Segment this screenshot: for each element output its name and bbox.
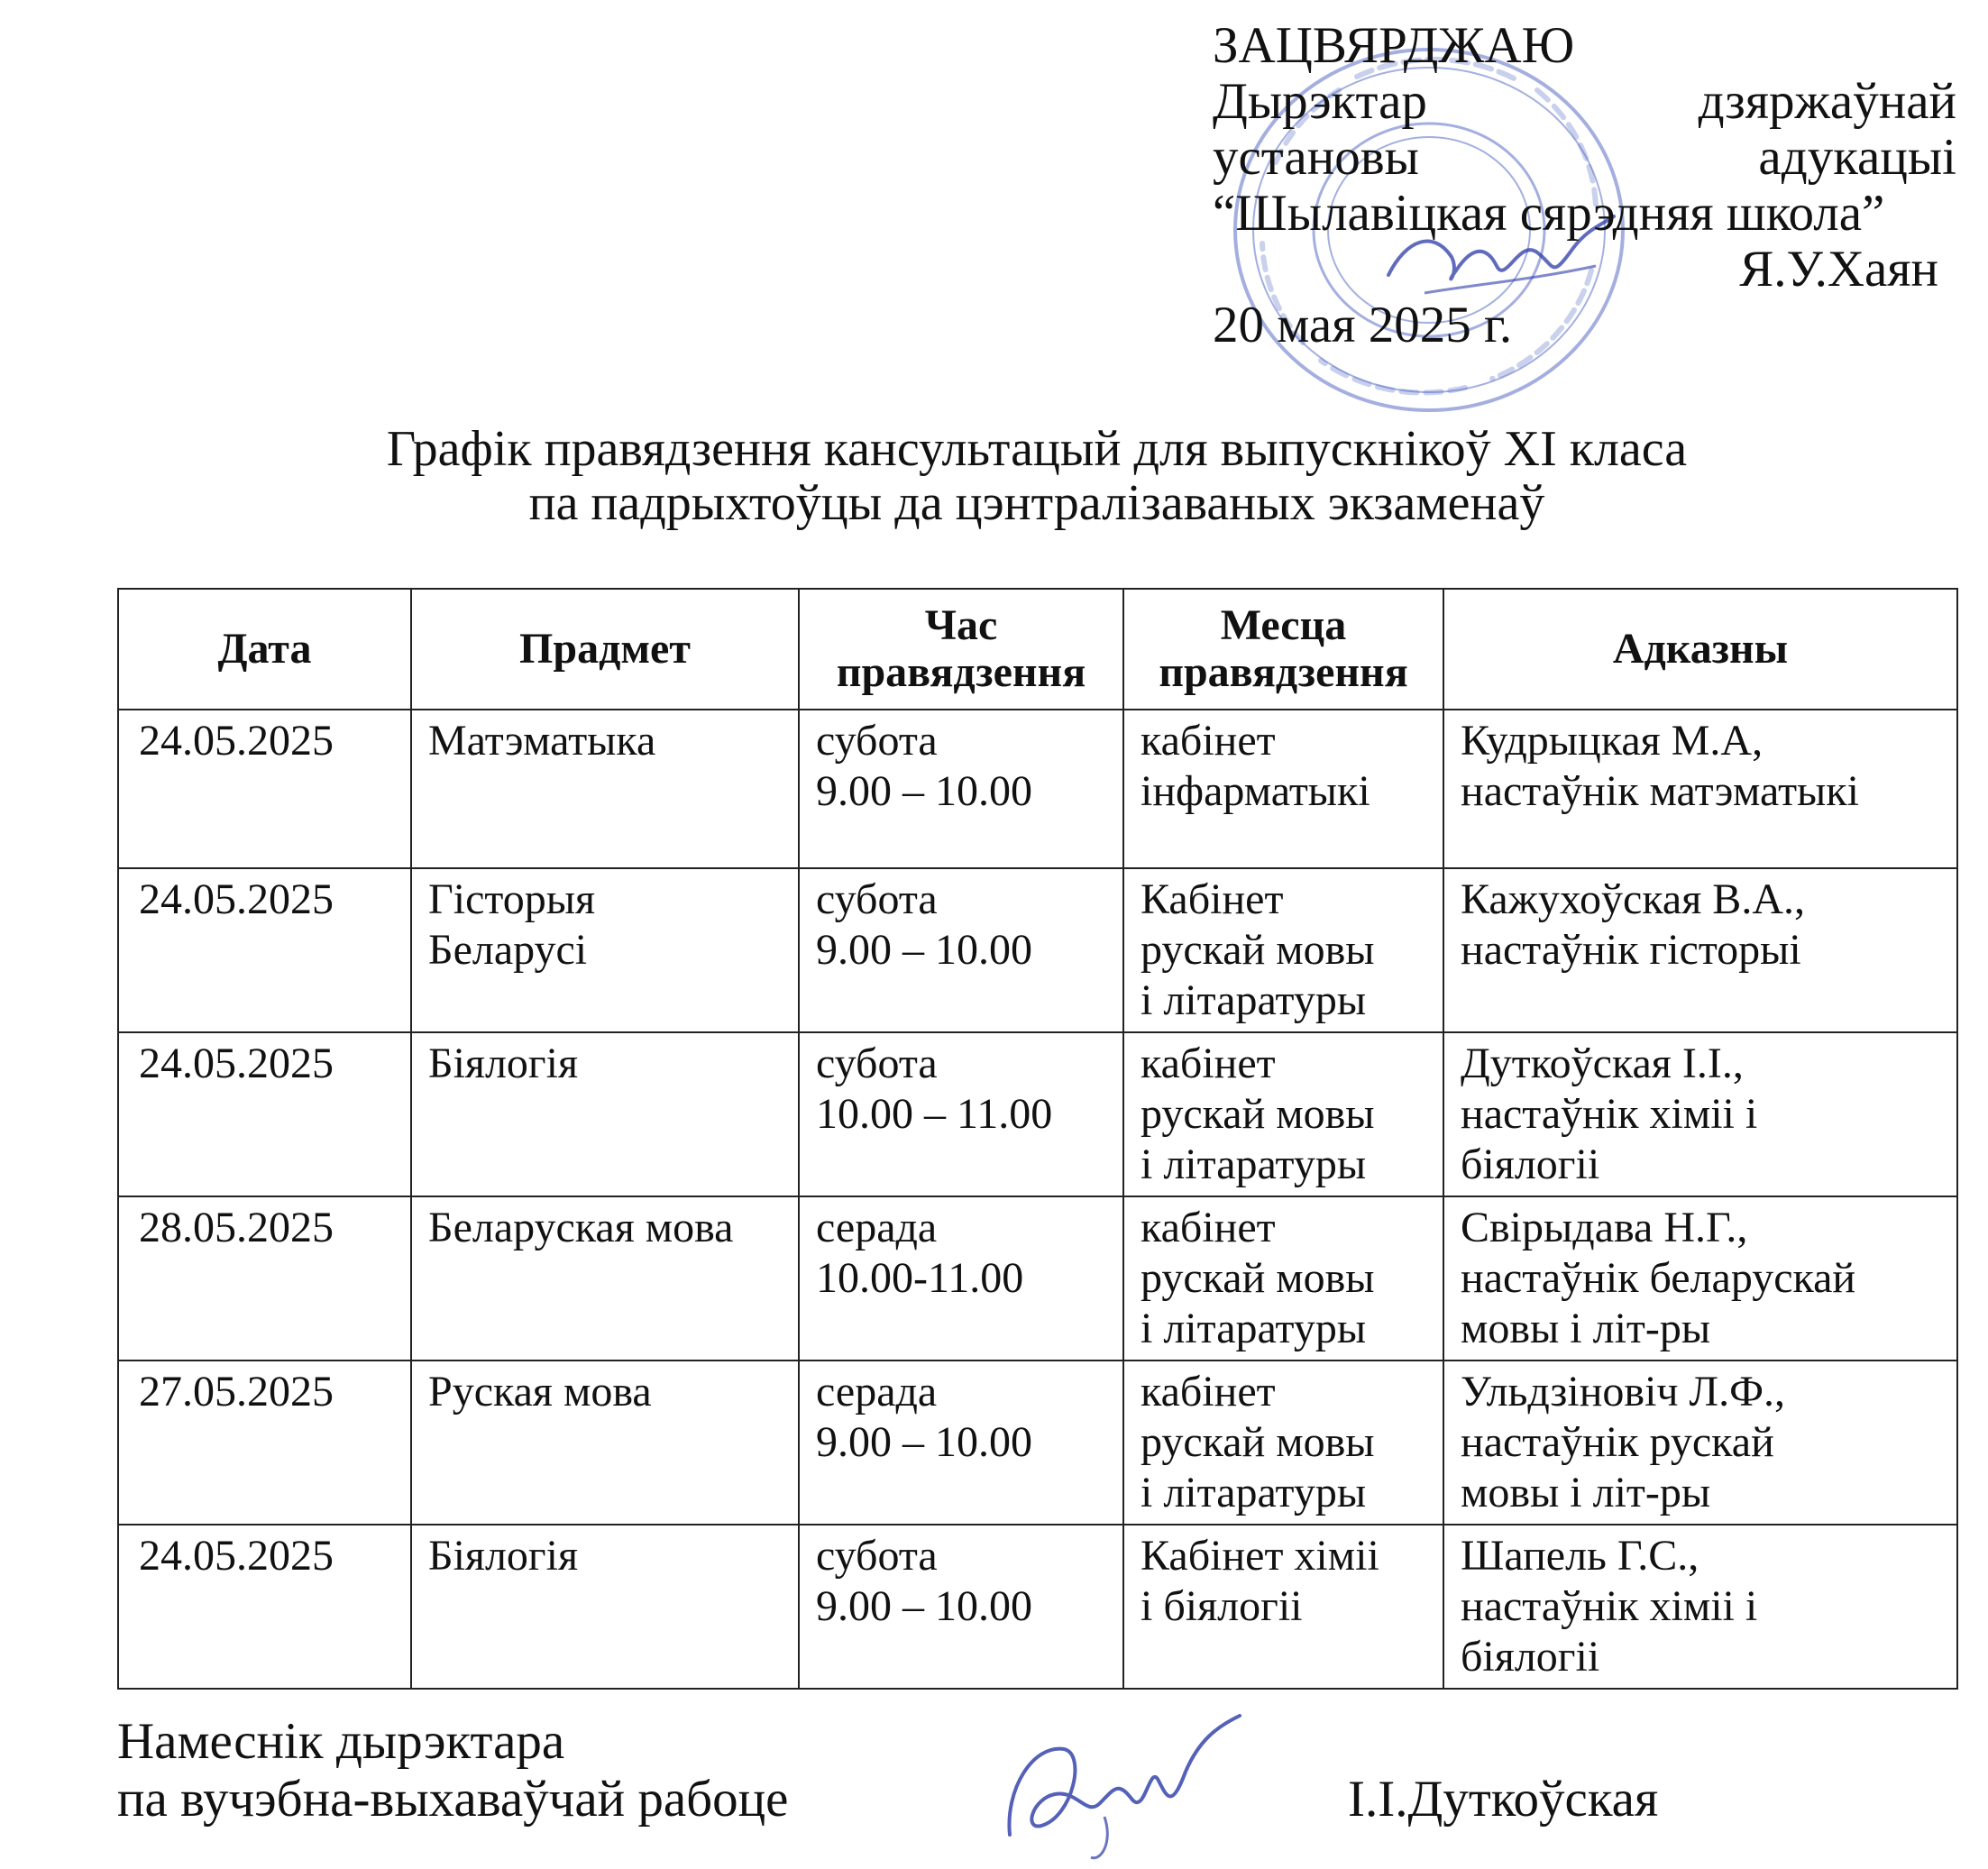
document-title [0,422,1988,530]
approval-institution-label: установы [1213,129,1419,186]
cell-place: Кабінет хіміі і біялогіі [1123,1525,1443,1689]
cell-subject: Руская мова [411,1361,799,1525]
cell-date: 24.05.2025 [118,1032,411,1196]
cell-time: субота 9.00 – 10.00 [799,868,1123,1032]
cell-subject: Біялогія [411,1032,799,1196]
cell-responsible: Кудрыцкая М.А, настаўнік матэматыкі [1443,710,1957,868]
cell-responsible: Шапель Г.С., настаўнік хіміі і біялогіі [1443,1525,1957,1689]
approval-director-label: Дырэктар [1213,73,1427,130]
cell-responsible: Дуткоўская І.І., настаўнік хіміі і біялогіі [1443,1032,1957,1196]
cell-place: Кабінет рускай мовы і літаратуры [1123,868,1443,1032]
cell-subject: Матэматыка [411,710,799,868]
table-row [118,1525,1957,1689]
cell-time: серада 9.00 – 10.00 [799,1361,1123,1525]
approval-heading: ЗАЦВЯРДЖАЮ [1213,17,1575,74]
cell-time: субота 9.00 – 10.00 [799,1525,1123,1689]
cell-subject: Беларуская мова [411,1196,799,1361]
title-line-1: Графік правядзення кансультацый для выпускнікоў XI класа [386,421,1688,477]
cell-time: субота 9.00 – 10.00 [799,710,1123,868]
header-date: Дата [118,589,411,710]
header-subject: Прадмет [411,589,799,710]
table-row [118,1032,1957,1196]
cell-place: кабінет рускай мовы і літаратуры [1123,1032,1443,1196]
title-line-2: па падрыхтоўцы да цэнтралізаваных экзаменаў [528,475,1545,531]
cell-place: кабінет інфарматыкі [1123,710,1443,868]
header-responsible: Адказны [1443,589,1957,710]
approval-line-institution [1213,130,1956,186]
consultation-schedule-table [117,588,1958,1690]
cell-subject: Біялогія [411,1525,799,1689]
cell-date: 27.05.2025 [118,1361,411,1525]
approval-line-director [1213,74,1956,130]
approval-director-name: Я.У.Хаян [1739,241,1938,298]
table-row [118,1361,1957,1525]
cell-subject: Гісторыя Беларусі [411,868,799,1032]
table-row [118,1196,1957,1361]
footer-position-line-1: Намеснік дырэктара [117,1713,565,1770]
footer-position [117,1713,788,1828]
approval-education-label: адукацыі [1758,129,1956,186]
approval-state-label: дзяржаўнай [1698,73,1956,130]
footer-name: І.І.Дуткоўская [1348,1771,1659,1828]
cell-date: 24.05.2025 [118,710,411,868]
cell-date: 24.05.2025 [118,868,411,1032]
approval-school-name: “Шылавіцкая сярэдняя школа” [1213,185,1885,242]
cell-time: субота 10.00 – 11.00 [799,1032,1123,1196]
cell-date: 24.05.2025 [118,1525,411,1689]
cell-place: кабінет рускай мовы і літаратуры [1123,1361,1443,1525]
cell-place: кабінет рускай мовы і літаратуры [1123,1196,1443,1361]
header-time: Час правядзення [799,589,1123,710]
table-header-row [118,589,1957,710]
table-row [118,868,1957,1032]
header-place: Месца правядзення [1123,589,1443,710]
cell-responsible: Ульдзіновіч Л.Ф., настаўнік рускай мовы і літ-ры [1443,1361,1957,1525]
approval-date: 20 мая 2025 г. [1213,297,1513,353]
approval-block [1213,18,1956,353]
cell-responsible: Кажухоўская В.А., настаўнік гісторыі [1443,868,1957,1032]
cell-date: 28.05.2025 [118,1196,411,1361]
cell-responsible: Свірыдава Н.Г., настаўнік беларускай мовы і літ-ры [1443,1196,1957,1361]
deputy-signature [978,1709,1249,1866]
footer-position-line-2: па вучэбна-выхаваўчай рабоце [117,1771,789,1828]
table-row [118,710,1957,868]
cell-time: серада 10.00-11.00 [799,1196,1123,1361]
